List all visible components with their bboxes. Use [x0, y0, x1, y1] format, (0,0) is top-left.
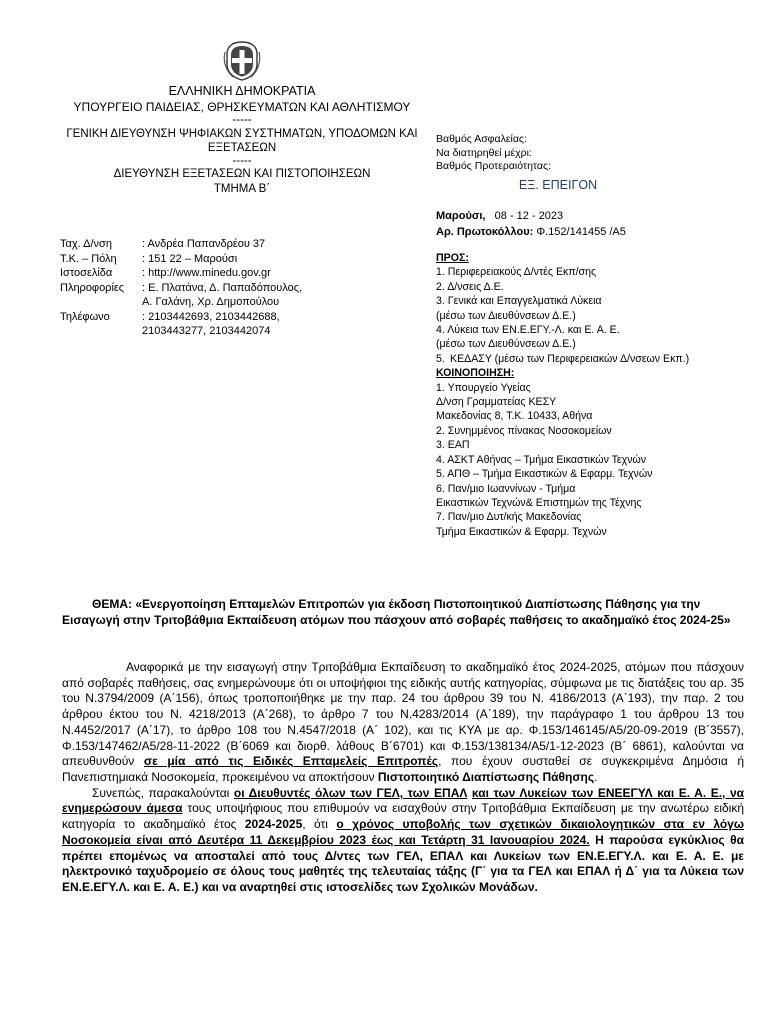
- recipient-item: 3. Γενικά και Επαγγελματικά Λύκεια (μέσω των Διευθύνσεων Δ.Ε.): [436, 295, 602, 322]
- contact-value: : 151 22 – Μαρούσι: [142, 252, 238, 265]
- cc-heading: ΚΟΙΝΟΠΟΙΗΣΗ:: [436, 367, 515, 380]
- greek-coat-of-arms-icon: [223, 40, 261, 82]
- contact-key: Ταχ. Δ/νση: [60, 238, 112, 250]
- cc-item: 4. ΑΣΚΤ Αθήνας – Τμήμα Εικαστικών Τεχνών: [436, 453, 647, 466]
- contact-website: : http://www.minedu.gov.gr: [142, 267, 271, 280]
- contact-key: Ιστοσελίδα: [60, 267, 113, 280]
- contact-value: : Ε. Πλατάνα, Δ. Παπαδόπουλος, Α. Γαλάνη, Χρ. Δημοπούλου: [142, 281, 303, 309]
- body-text: τους υποψήφιους που επιθυμούν να εισαχθούν στην Τριτοβάθμια Εκπαίδευση με την ανωτέρω ειδική κατηγορία το ακαδημαϊκό έτος: [62, 801, 745, 832]
- date-place: Μαρούσι,: [436, 210, 486, 222]
- contact-key: Τ.Κ. – Πόλη: [60, 252, 117, 265]
- header-general-directorate-cont: ΕΞΕΤΑΣΕΩΝ: [207, 142, 277, 155]
- date-protocol-block: [436, 209, 756, 240]
- body-emphasis: σε μία από τις Ειδικές Επταμελείς Επιτροπές: [143, 754, 439, 769]
- body-emphasis: Η παρούσα εγκύκλιος θα πρέπει επομένως να αποσταλεί από τους Δ/ντες των ΓΕΛ, ΕΠΑΛ και Λυκείων των ΕΝ.Ε.ΕΓΥ.Λ. και Ε. Α. Ε. με ηλεκτρονικό ταχυδρομείο σε όλους τους μαθητές της τελευταίας τάξης (Γ΄ για τα ΓΕΛ και ΕΠΑΛ ή Δ΄ για τα Λύκεια των ΕΝ.Ε.ΕΓΥ.Λ. και Ε. Α. Ε.) και να αναρτηθεί στις ιστοσελίδες των Σχολικών Μονάδων.: [62, 832, 744, 895]
- header-separator: -----: [232, 154, 252, 167]
- recipients-block: [436, 251, 756, 539]
- recipient-number: 5.: [436, 352, 445, 365]
- priority-level-label: Βαθμός Προτεραιότητας:: [436, 160, 551, 173]
- contact-row: [60, 266, 440, 281]
- keep-until-label: Να διατηρηθεί μέχρι:: [436, 146, 532, 159]
- letter-body: [62, 660, 744, 896]
- security-level-label: Βαθμός Ασφαλείας:: [436, 133, 527, 145]
- cc-item: 7. Παν/μιο Δυτ/κής Μακεδονίας Τμήμα Εικαστικών & Εφαρμ. Τεχνών: [436, 511, 607, 538]
- body-paragraph: [62, 786, 744, 896]
- protocol-line: [436, 225, 756, 241]
- subject-text: «Ενεργοποίηση Επταμελών Επιτροπών για έκδοση Πιστοποιητικού Διαπίστωσης Πάθησης για την Εισαγωγή στην Τριτοβάθμια Εκπαίδευση ατόμων που πάσχουν από σοβαρές παθήσεις το ακαδημαϊκό έτος 2024-25»: [62, 597, 731, 627]
- header-directorate: ΔΙΕΥΘΥΝΣΗ ΕΞΕΤΑΣΕΩΝ ΚΑΙ ΠΙΣΤΟΠΟΙΗΣΕΩΝ: [113, 168, 371, 181]
- contact-key: Πληροφορίες: [60, 281, 125, 294]
- cc-item: 6. Παν/μιο Ιωαννίνων - Τμήμα Εικαστικών Τεχνών& Επιστημών της Τέχνης: [436, 482, 642, 509]
- header-country: ΕΛΛΗΝΙΚΗ ΔΗΜΟΚΡΑΤΙΑ: [168, 84, 316, 98]
- body-emphasis: Πιστοποιητικό Διαπίστωσης Πάθησης: [377, 770, 595, 785]
- contact-key: Τηλέφωνο: [60, 310, 110, 323]
- contact-row: [60, 252, 440, 267]
- body-paragraph: [62, 660, 744, 786]
- header-separator: -----: [232, 114, 252, 127]
- body-emphasis: και των Λυκείων των ΕΝΕΕΓΥΛ και Ε. Α. Ε., να ενημερώσουν άμεσα: [62, 785, 744, 816]
- contact-row: [60, 237, 440, 252]
- recipient-item: 1. Περιφερειακούς Δ/ντές Εκπ/σης: [436, 266, 597, 279]
- body-text: .: [594, 770, 598, 785]
- body-emphasis: ο χρόνος υποβολής των σχετικών δικαιολογητικών στα εν λόγω Νοσοκομεία είναι από Δευτέρα 11 Δεκεμβρίου 2023 έως και Τετάρτη 31 Ιανουαρίου 2024.: [62, 817, 744, 847]
- contact-row: [60, 310, 440, 339]
- contact-details: [60, 237, 440, 339]
- header-department: ΤΜΗΜΑ Β΄: [213, 182, 271, 195]
- body-text: Συνεπώς, παρακαλούνται: [92, 785, 234, 800]
- recipient-item: [436, 352, 756, 366]
- recipient-item: 2. Δ/νσεις Δ.Ε.: [436, 280, 504, 293]
- header-general-directorate: ΓΕΝΙΚΗ ΔΙΕΥΘΥΝΣΗ ΨΗΦΙΑΚΩΝ ΣΥΣΤΗΜΑΤΩΝ, ΥΠΟΔΟΜΩΝ ΚΑΙ: [66, 127, 418, 140]
- to-heading: ΠΡΟΣ:: [436, 252, 469, 264]
- body-text: , ότι: [302, 817, 337, 832]
- body-emphasis: οι Διευθυντές όλων των ΓΕΛ, των ΕΠΑΛ: [233, 785, 468, 800]
- ministry-header: [40, 84, 444, 196]
- protocol-label: Αρ. Πρωτοκόλλου:: [436, 225, 534, 238]
- contact-phones: : 2103442693, 2103442688, 2103443277, 2103442074: [142, 310, 280, 338]
- cc-item: 2. Συνημμένος πίνακας Νοσοκομείων: [436, 424, 612, 437]
- body-emphasis: 2024-2025: [244, 817, 303, 832]
- cc-item: 1. Υπουργείο Υγείας Δ/νση Γραμματείας ΚΕΣΥ Μακεδονίας 8, Τ.Κ. 10433, Αθήνα: [436, 381, 593, 423]
- body-text: Αναφορικά με την εισαγωγή στην Τριτοβάθμια Εκπαίδευση το ακαδημαϊκό έτος 2024-2025, ατόμων που πάσχουν από σοβαρές παθήσεις, σας ενημερώνουμε ότι οι υποψήφιοι της ειδικής αυτής κατηγορίας, σύμφωνα με τις διατάξεις του αρ. 35 του Ν.3794/2009 (Α΄156), όπως τροποποιήθηκε με την παρ. 24 του άρθρου 39 του Ν. 4186/2013 (Α΄193), την παρ. 2 του άρθρου έκτου του Ν. 4218/2013 (Α΄268), το άρθρο 7 του Ν.4283/2014 (Α΄189), την παράγραφο 1 του άρθρου 13 του Ν.4452/2017 (Α΄17), το άρθρο 108 του Ν.4547/2018 (Α΄ 102), και τις ΚΥΑ με αρ. Φ.153/146145/Α5/20-09-2019 (Β΄3557), Φ.153/147462/Α5/28-11-2022 (Β΄6069 και διορθ. λάθους Β΄6701) και Φ.153/138134/Α5/1-12-2023 (Β΄ 6861), καλούνται να απευθυνθούν: [62, 660, 744, 769]
- recipient-item: 4. Λύκεια των ΕΝ.Ε.ΕΓΥ.-Λ. και Ε. Α. Ε. (μέσω των Διευθύνσεων Δ.Ε.): [436, 324, 620, 351]
- classification-block: [436, 133, 736, 174]
- protocol-number: Φ.152/141455 /Α5: [536, 225, 626, 238]
- subject-label: ΘΕΜΑ:: [92, 597, 132, 611]
- subject-line: [62, 597, 744, 629]
- cc-item: 3. ΕΑΠ: [436, 439, 470, 452]
- contact-value: : Ανδρέα Παπανδρέου 37: [142, 238, 266, 250]
- urgency-stamp: ΕΞ. ΕΠΕΙΓΟΝ: [518, 178, 598, 192]
- cc-item: 5. ΑΠΘ – Τμήμα Εικαστικών & Εφαρμ. Τεχνών: [436, 468, 653, 481]
- body-text: , που έχουν συσταθεί σε συγκεκριμένα Δημόσια ή Πανεπιστημιακά Νοσοκομεία, προκειμένου να αποκτήσουν: [62, 754, 745, 785]
- date-line: [436, 209, 756, 225]
- recipient-text: ΚΕΔΑΣΥ (μέσω των Περιφερειακών Δ/νσεων Εκπ.): [450, 352, 690, 365]
- header-ministry: ΥΠΟΥΡΓΕΙΟ ΠΑΙΔΕΙΑΣ, ΘΡΗΣΚΕΥΜΑΤΩΝ ΚΑΙ ΑΘΛΗΤΙΣΜΟΥ: [73, 99, 411, 114]
- contact-row: [60, 281, 440, 310]
- document-date: 08 - 12 - 2023: [494, 210, 564, 222]
